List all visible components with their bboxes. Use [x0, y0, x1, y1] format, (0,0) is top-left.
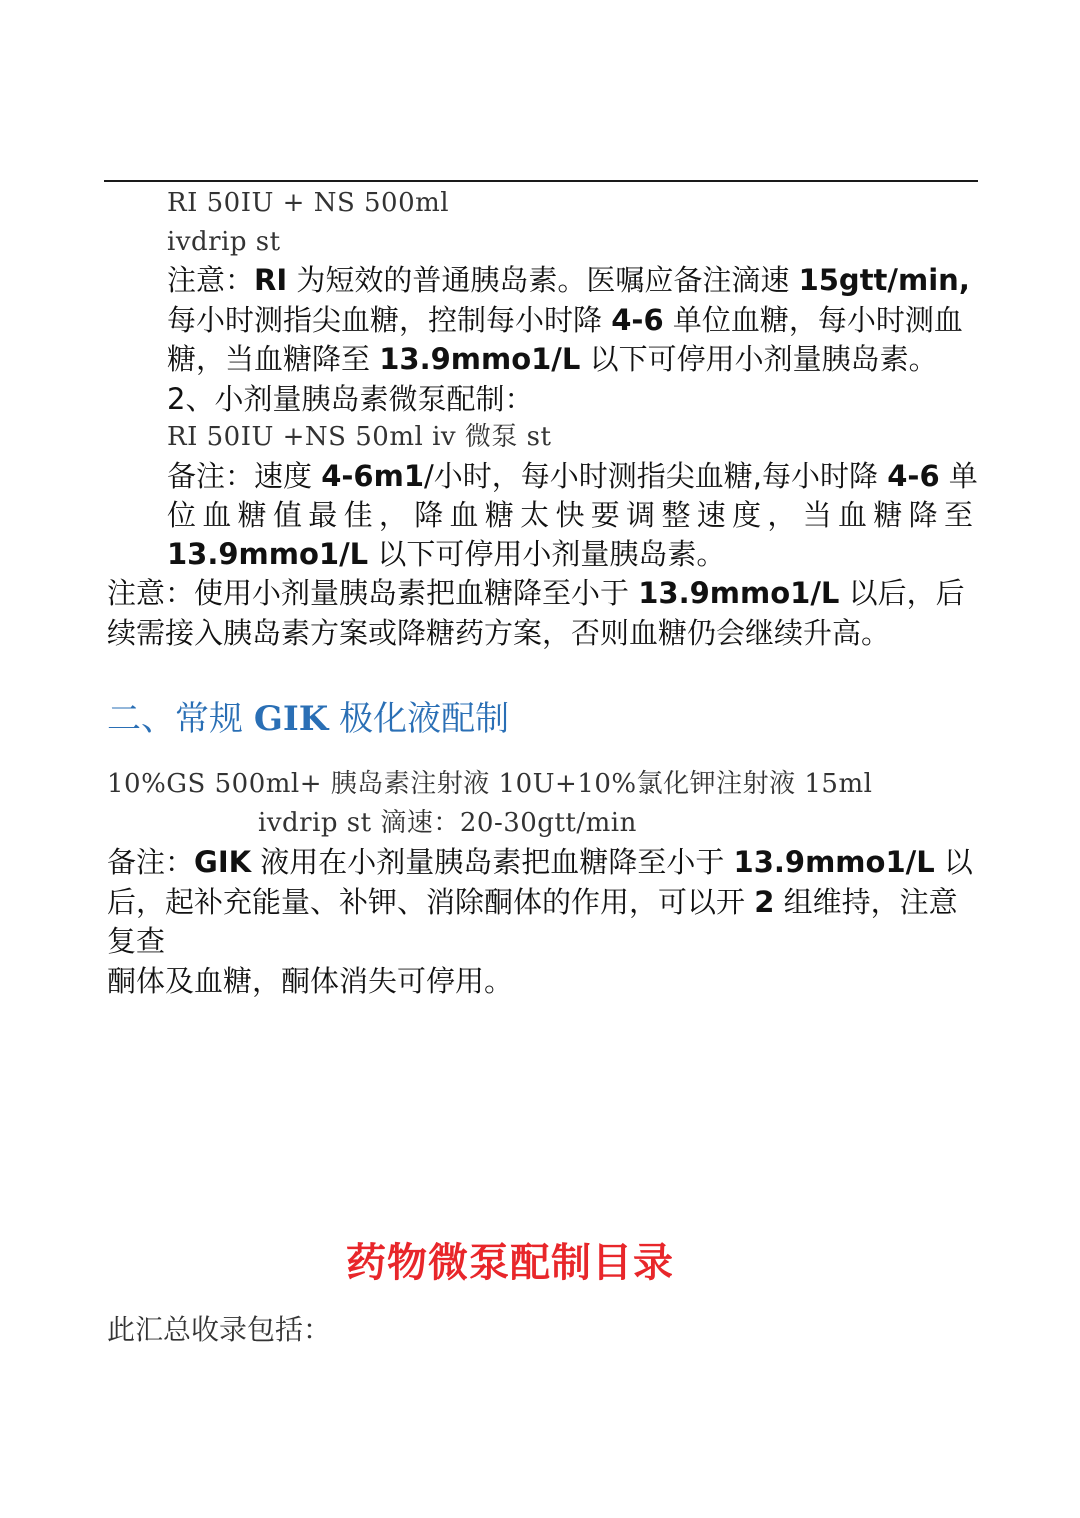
gik-note-groups: 2 [754, 885, 775, 919]
note2-line3 [167, 537, 726, 571]
note2-line1 [167, 459, 978, 493]
note3-line1 [107, 576, 965, 610]
note1-text5: 以下可停用小剂量胰岛素。 [580, 342, 938, 376]
gik-note-line4: 酮体及血糖，酮体消失可停用。 [107, 964, 514, 998]
note2-text4: 以下可停用小剂量胰岛素。 [368, 537, 726, 571]
note2-text1: 备注：速度 [167, 459, 322, 493]
gik-note-text2: 以 [934, 845, 973, 879]
note1-units: 4-6 [611, 303, 664, 337]
subheading-micropump: 2、小剂量胰岛素微泵配制： [167, 382, 534, 416]
catalog-title: 药物微泵配制目录 [346, 1240, 674, 1286]
note1-line3 [167, 342, 938, 376]
note1-text3: 单位血糖，每小时测血 [663, 303, 963, 337]
gik-rx-line1: 10%GS 500ml+ 胰岛素注射液 10U+10%氯化钾注射液 15ml [107, 769, 873, 799]
note1-line2 [167, 303, 963, 337]
gik-note-gik: GIK [194, 845, 252, 879]
note3-text2: 以后，后 [839, 576, 965, 610]
note2-line2: 位血糖值最佳，降血糖太快要调整速度，当血糖降至 [167, 498, 973, 532]
note3-line2: 续需接入胰岛素方案或降糖药方案，否则血糖仍会继续升高。 [107, 616, 891, 650]
gik-note-line1 [107, 845, 973, 879]
note1-line1 [167, 263, 973, 297]
note2-units: 4-6 [887, 459, 940, 493]
note2-text2: /小时，每小时测指尖血糖,每小时降 [424, 459, 888, 493]
gik-note-text4: 组维持，注意 [774, 885, 958, 919]
section2-heading-suffix: 极化液配制 [328, 699, 510, 739]
rx1-line2: ivdrip st [167, 227, 281, 257]
gik-note-label: 备注： [107, 845, 195, 879]
section2-heading [107, 699, 510, 739]
gik-note-threshold: 13.9mmo1/L [733, 845, 935, 879]
section2-heading-gik: GIK [253, 699, 329, 739]
gik-note-text3: 后，起补充能量、补钾、消除酮体的作用，可以开 [107, 885, 755, 919]
note1-ri: RI [254, 263, 288, 297]
note3-threshold: 13.9mmo1/L [638, 576, 840, 610]
gik-note-line2 [107, 885, 958, 919]
gik-note-text1: 液用在小剂量胰岛素把血糖降至小于 [251, 845, 734, 879]
note1-text1: 为短效的普通胰岛素。医嘱应备注滴速 [287, 263, 799, 297]
gik-note-line3: 复查 [107, 924, 166, 958]
note1-text2: 每小时测指尖血糖，控制每小时降 [167, 303, 612, 337]
note2-threshold: 13.9mmo1/L [167, 537, 369, 571]
rx2-line: RI 50IU +NS 50ml iv 微泵 st [167, 422, 552, 452]
catalog-intro: 此汇总收录包括： [107, 1313, 332, 1346]
gik-rx-line2: ivdrip st 滴速：20-30gtt/min [258, 808, 637, 838]
section2-heading-prefix: 二、常规 [107, 699, 254, 739]
rx1-line1: RI 50IU + NS 500ml [167, 188, 450, 218]
header-rule [104, 180, 978, 182]
note2-rate: 4-6m1 [321, 459, 425, 493]
note1-threshold: 13.9mmo1/L [379, 342, 581, 376]
note1-drip-rate: 15gtt/min, [798, 263, 970, 297]
note1-label: 注意： [167, 263, 255, 297]
note1-text4: 糖，当血糖降至 [167, 342, 380, 376]
note3-text1: 注意：使用小剂量胰岛素把血糖降至小于 [107, 576, 639, 610]
note2-text3: 单 [939, 459, 978, 493]
